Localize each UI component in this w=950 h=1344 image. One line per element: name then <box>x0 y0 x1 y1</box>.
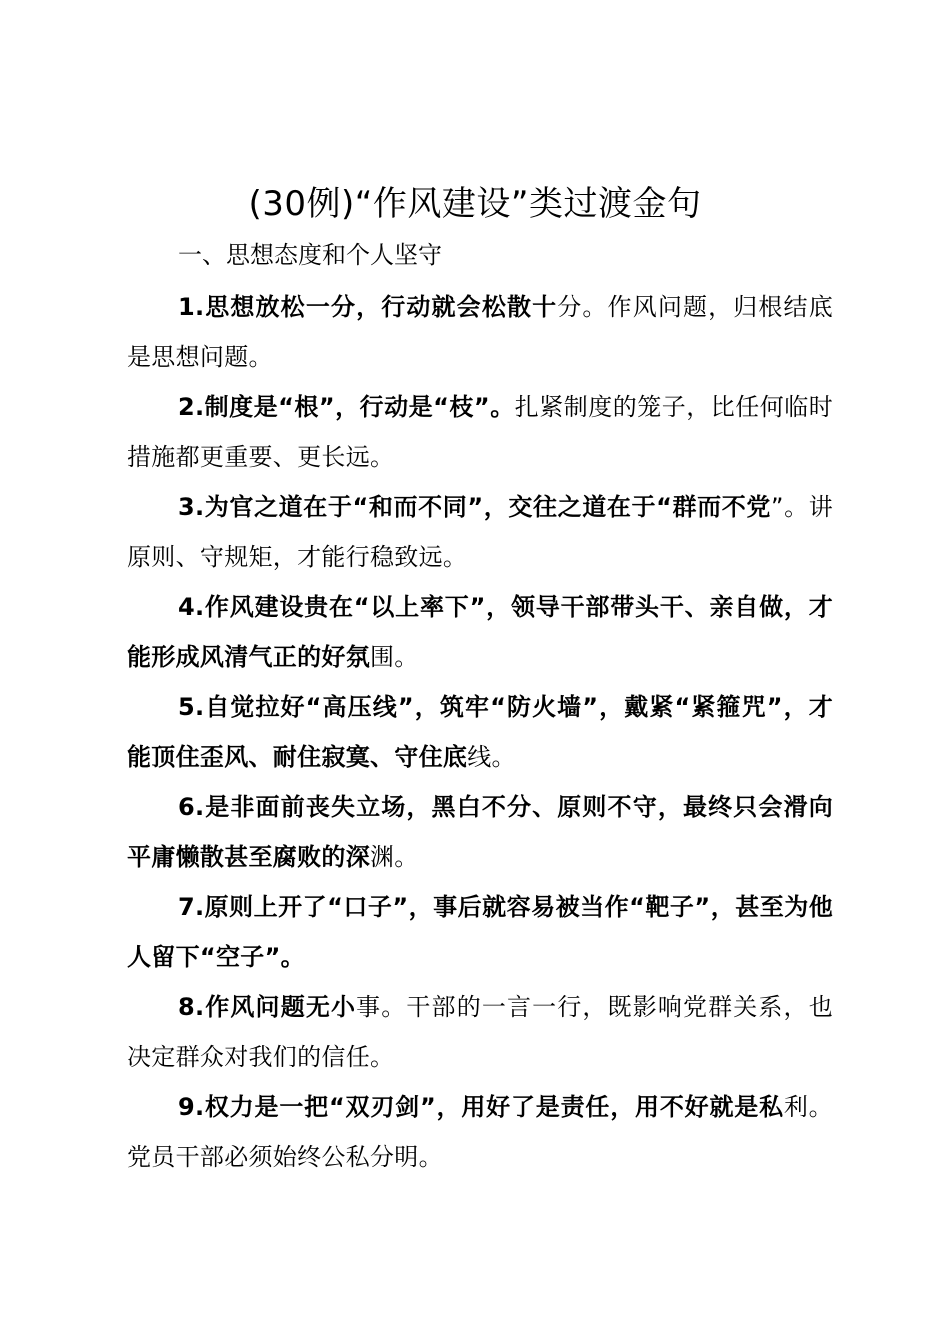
list-item <box>127 482 833 582</box>
list-item <box>127 782 833 882</box>
item-lead-text: 6.是非面前丧失立场，黑白不分、原则不守，最终只会滑向平庸懒散甚至腐败的深 <box>127 793 833 871</box>
item-body-text: ”。讲原则、守规矩，才能行稳致远。 <box>127 493 833 571</box>
item-body-text: 利。党员干部必须始终公私分明。 <box>127 1093 833 1171</box>
document-title: (30例)“作风建设”类过渡金句 <box>248 184 702 224</box>
item-lead-text: 2.制度是“根”，行动是“枝”。 <box>178 393 515 421</box>
list-item <box>127 582 833 682</box>
item-body-text: 线。 <box>467 743 516 771</box>
item-body-text: 围。 <box>370 643 419 671</box>
item-lead-text: 8.作风问题无小 <box>178 993 357 1021</box>
list-item <box>127 682 833 782</box>
list-item <box>127 282 833 382</box>
item-body-text: 事。干部的一言一行，既影响党群关系，也决定群众对我们的信任。 <box>127 993 833 1071</box>
item-list <box>127 282 833 1182</box>
list-item <box>127 1082 833 1182</box>
item-body-text: 扎紧制度的笼子，比任何临时措施都更重要、更长远。 <box>127 393 833 471</box>
item-lead-text: 3.为官之道在于“和而不同”，交往之道在于“群而不党 <box>178 493 772 521</box>
item-lead-text: 9.权力是一把“双刃剑”，用好了是责任，用不好就是私 <box>178 1093 784 1121</box>
item-lead-text: 7.原则上开了“口子”，事后就容易被当作“靶子”，甚至为他人留下“空子”。 <box>127 893 833 971</box>
item-body-text: 渊。 <box>370 843 419 871</box>
item-body-text: 分。作风问题，归根结底是思想问题。 <box>127 293 833 371</box>
list-item <box>127 982 833 1082</box>
item-lead-text: 5.自觉拉好“高压线”，筑牢“防火墙”，戴紧“紧箍咒”，才能顶住歪风、耐住寂寞、守住底 <box>127 693 833 771</box>
item-lead-text: 4.作风建设贵在“以上率下”，领导干部带头干、亲自做，才能形成风清气正的好氛 <box>127 593 833 671</box>
list-item <box>127 382 833 482</box>
list-item <box>127 882 833 982</box>
item-lead-text: 1.思想放松一分，行动就会松散十 <box>178 293 558 321</box>
section-heading: 一、思想态度和个人坚守 <box>178 241 442 269</box>
